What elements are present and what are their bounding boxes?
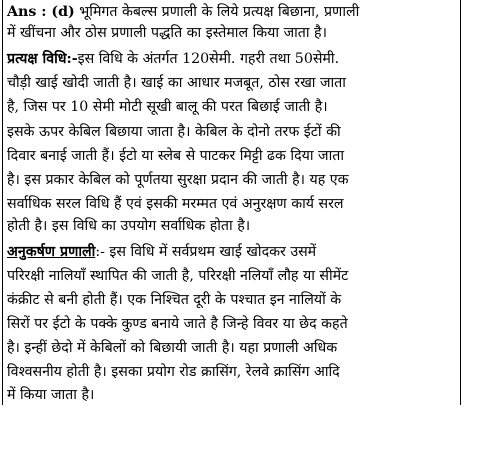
line-text: चौड़ी खाई खोदी जाती है। खाई का आधार मजबूत, ठोस रखा जाता bbox=[7, 75, 346, 91]
line-text: सिरों पर ईटो के पक्के कुण्ड बनाये जाते है जिन्हे विवर या छेद कहते bbox=[7, 316, 348, 332]
line-text: इसके ऊपर केबिल बिछाया जाता है। केबिल के दोनो तरफ ईटों की bbox=[7, 124, 341, 140]
text-line bbox=[7, 216, 250, 236]
text-line bbox=[7, 2, 359, 22]
text-line bbox=[7, 49, 339, 69]
heading-conduit-system: अनुकर्षण प्रणाली bbox=[7, 244, 96, 260]
answer-label: Ans : (d) bbox=[7, 4, 75, 20]
text-line bbox=[7, 242, 316, 262]
text-line bbox=[7, 385, 94, 405]
text-line bbox=[7, 266, 348, 286]
line-text: में किया जाता है। bbox=[7, 387, 95, 403]
line-text: है, जिस पर 10 सेमी मोटी सूखी बालू की परत बिछाई जाती है। bbox=[7, 99, 328, 115]
text-line bbox=[7, 170, 349, 190]
text-line bbox=[7, 362, 340, 382]
text-line bbox=[7, 73, 346, 93]
line-text: इस विधि के अंतर्गत 120सेमी. गहरी तथा 50सेमी. bbox=[77, 51, 340, 67]
line-text: कंक्रीट से बनी होती हैं। एक निश्चित दूरी के पश्चात इन नालियों के bbox=[7, 292, 342, 308]
text-line bbox=[7, 338, 337, 358]
line-text: परिरक्षी नालियाँ स्थापित की जाती है, परिरक्षी नलियाँ लौह या सीमेंट bbox=[7, 268, 349, 284]
text-line bbox=[7, 122, 341, 142]
text-line bbox=[7, 146, 344, 166]
line-text: :- इस विधि में सर्वप्रथम खाई खोदकर उसमें bbox=[95, 244, 317, 260]
heading-separator: :- bbox=[66, 51, 78, 67]
line-text: होती है। इस विधि का उपयोग सर्वाधिक होता है। bbox=[7, 218, 251, 234]
text-line bbox=[7, 97, 328, 117]
answer-text-block bbox=[2, 0, 461, 405]
line-text: है। इन्हीं छेदो में केबिलों को बिछायी जाती है। यहा प्रणाली अधिक bbox=[7, 340, 338, 356]
line-text: सर्वाधिक सरल विधि हैं एवं इसकी मरम्मत एवं अनुरक्षण कार्य सरल bbox=[7, 196, 344, 212]
text-line bbox=[7, 290, 341, 310]
text-line bbox=[7, 23, 327, 43]
text-line bbox=[7, 194, 344, 214]
line-text: विश्वसनीय होती है। इसका प्रयोग रोड क्रासिंग, रेलवे क्रासिंग आदि bbox=[7, 364, 340, 380]
text-line bbox=[7, 314, 348, 334]
line-text: दिवार बनाई जाती हैं। ईटो या स्लेब से पाटकर मिट्टी ढक दिया जाता bbox=[7, 148, 345, 164]
line-text: में खींचना और ठोस प्रणाली पद्धति का इस्तेमाल किया जाता है। bbox=[7, 25, 327, 41]
heading-direct-method: प्रत्यक्ष विधि bbox=[7, 51, 67, 67]
line-text: है। इस प्रकार केबिल को पूर्णतया सुरक्षा प्रदान की जाती है। यह एक bbox=[7, 172, 349, 188]
line-text: भूमिगत केबल्स प्रणाली के लिये प्रत्यक्ष बिछाना, प्रणाली bbox=[79, 4, 360, 20]
